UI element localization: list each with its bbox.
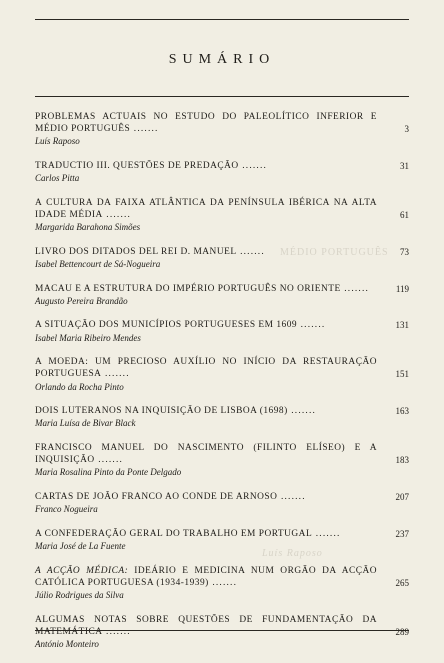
toc-entry[interactable] — [35, 319, 409, 343]
entry-author: Isabel Bettencourt de Sá-Nogueira — [35, 259, 161, 269]
entry-title-italic: A ACÇÃO MÉDICA: — [35, 565, 129, 576]
entry-title — [35, 614, 377, 638]
entry-page-number: 73 — [400, 246, 409, 257]
bottom-rule — [35, 630, 409, 631]
toc-entry[interactable] — [35, 283, 409, 307]
leader-dots: ....... — [101, 369, 130, 380]
toc-entry[interactable] — [35, 442, 409, 479]
leader-dots: ....... — [102, 210, 132, 220]
toc-entry[interactable] — [35, 528, 409, 552]
entry-page-number: 61 — [400, 209, 409, 220]
leader-dots: ....... — [94, 455, 124, 466]
entry-title-text: MACAU E A ESTRUTURA DO IMPÉRIO PORTUGUÊS NO ORIENTE — [35, 283, 341, 294]
entry-title — [35, 491, 377, 503]
entry-page-number: 265 — [395, 577, 409, 588]
entry-author: Orlando da Rocha Pinto — [35, 381, 124, 392]
toc-entry[interactable] — [35, 614, 409, 651]
entry-title-text: TRADUCTIO III. QUESTÕES DE PREDAÇÃO — [35, 161, 239, 171]
entry-page-number: 3 — [404, 124, 409, 134]
leader-dots: ....... — [236, 246, 265, 257]
entry-page-number: 119 — [395, 283, 409, 294]
entry-author: Carlos Pitta — [35, 173, 80, 184]
toc-entry[interactable] — [35, 356, 409, 393]
entry-author: António Monteiro — [35, 638, 99, 649]
leader-dots: ....... — [238, 161, 268, 171]
entry-title — [35, 319, 377, 331]
entry-author: Margarida Barahona Simões — [35, 222, 141, 233]
leader-dots: ....... — [102, 626, 131, 637]
entry-page-number: 183 — [395, 454, 409, 465]
entry-page-number: 289 — [395, 626, 409, 637]
entry-page-number: 131 — [395, 320, 409, 331]
entry-title-text: ALGUMAS NOTAS SOBRE QUESTÕES DE FUNDAMENTAÇÃO DA MATEMÁTICA — [35, 614, 377, 637]
entry-title-text: PROBLEMAS ACTUAIS NO ESTUDO DO PALEOLÍTICO INFERIOR E MÉDIO PORTUGUÊS — [35, 112, 377, 135]
entry-author: Maria Rosalina Pinto da Ponte Delgado — [35, 467, 182, 478]
entry-title — [35, 565, 377, 589]
toc-entry[interactable] — [35, 111, 409, 148]
toc-entry[interactable] — [35, 491, 409, 515]
entry-title-text: LIVRO DOS DITADOS DEL REI D. MANUEL — [35, 246, 237, 257]
entry-title — [35, 528, 377, 540]
entry-author: Augusto Pereira Brandão — [35, 295, 128, 306]
entry-page-number: 163 — [395, 406, 409, 417]
leader-dots: ....... — [297, 320, 326, 331]
entry-page-number: 207 — [395, 491, 409, 502]
leader-dots: ....... — [340, 283, 370, 294]
entry-title-text: DOIS LUTERANOS NA INQUISIÇÃO DE LISBOA (1698) — [35, 406, 288, 417]
entry-title-text: A CULTURA DA FAIXA ATLÂNTICA DA PENÍNSULA IBÉRICA NA ALTA IDADE MÉDIA — [35, 197, 377, 220]
entry-title — [35, 111, 377, 135]
entry-title-text: CARTAS DE JOÃO FRANCO AO CONDE DE ARNOSO — [35, 491, 278, 502]
entry-page-number: 31 — [400, 161, 409, 171]
entry-title — [35, 197, 377, 221]
toc-entry[interactable] — [35, 405, 409, 429]
toc-entry[interactable] — [35, 565, 409, 602]
entry-title — [35, 283, 377, 295]
toc-entry[interactable] — [35, 246, 409, 270]
entry-title-text: A SITUAÇÃO DOS MUNICÍPIOS PORTUGUESES EM 1609 — [35, 320, 298, 331]
leader-dots: ....... — [312, 528, 341, 539]
leader-dots: ....... — [130, 124, 159, 135]
entry-author: Isabel Maria Ribeiro Mendes — [35, 332, 141, 343]
entry-author: Maria José de La Fuente — [35, 540, 126, 551]
entry-author: Maria Luísa de Bivar Black — [35, 418, 136, 429]
leader-dots: ....... — [287, 406, 317, 417]
top-rule — [35, 19, 409, 20]
leader-dots: ....... — [208, 577, 238, 588]
entry-title-text: IDEÁRIO E MEDICINA NUM ORGÃO DA ACÇÃO CATÓLICA PORTUGUESA (1934-1939) — [35, 565, 378, 588]
entry-title-text: A MOEDA: UM PRECIOSO AUXÍLIO NO INÍCIO DA RESTAURAÇÃO PORTUGUESA — [35, 357, 377, 380]
toc-entry[interactable] — [35, 160, 409, 184]
heading-rule — [35, 96, 409, 97]
table-of-contents — [35, 111, 409, 663]
entry-author: Luís Raposo — [35, 136, 80, 147]
entry-title — [35, 356, 377, 380]
entry-page-number: 151 — [395, 369, 409, 380]
bleed-through-text: MÉDIO PORTUGUÊS — [280, 247, 389, 258]
leader-dots: ....... — [277, 491, 306, 502]
entry-title — [35, 160, 377, 172]
entry-title — [35, 246, 377, 258]
entry-author: Júlio Rodrigues da Silva — [35, 589, 124, 600]
entry-title — [35, 442, 377, 466]
entry-title-text: A CONFEDERAÇÃO GERAL DO TRABALHO EM PORTUGAL — [35, 528, 313, 539]
entry-author: Franco Nogueira — [35, 504, 98, 515]
entry-page-number: 237 — [395, 528, 409, 539]
entry-title — [35, 405, 377, 417]
toc-entry[interactable] — [35, 197, 409, 234]
entry-title-text: FRANCISCO MANUEL DO NASCIMENTO (FILINTO ELÍSEO) E A INQUISIÇÃO — [35, 442, 377, 466]
bleed-through-text: Luís Raposo — [262, 548, 323, 559]
page-title: SUMÁRIO — [168, 52, 276, 67]
